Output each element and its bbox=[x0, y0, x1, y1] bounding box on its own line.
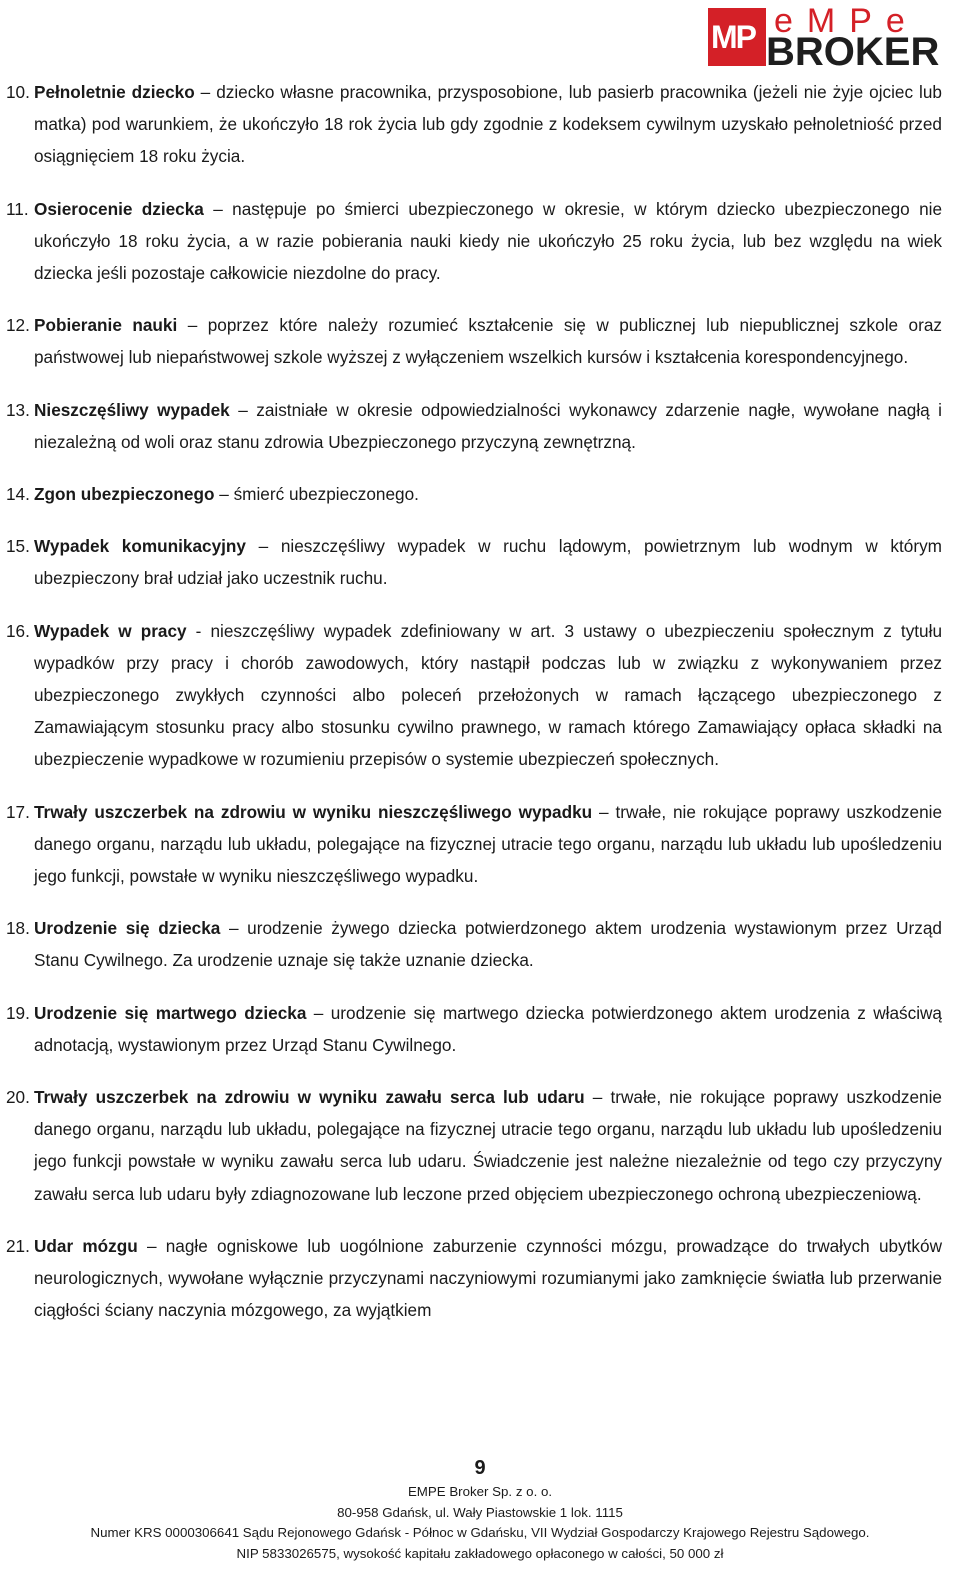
item-term: Pełnoletnie dziecko bbox=[34, 82, 195, 102]
definition-item bbox=[6, 76, 942, 173]
item-number: 13. bbox=[6, 399, 30, 420]
item-number: 21. bbox=[6, 1235, 30, 1256]
item-number: 17. bbox=[6, 801, 30, 822]
definition-item bbox=[6, 1081, 942, 1210]
item-text: – trwałe, nie rokujące poprawy uszkodzenie danego organu, narządu lub układu, polegające na fizycznej utracie tego organu, narządu lub układu lub upośledzeniu jego funkcji, powstałe w wyniku nieszczęśliwego wypadku. bbox=[34, 801, 943, 887]
item-text: – poprzez które należy rozumieć kształcenie się w publicznej lub niepublicznej szkole oraz państwowej lub niepaństwowej szkole wyższej z wyłączeniem wszelkich kursów i kształcenia korespondencyjnego. bbox=[34, 315, 942, 368]
page-footer bbox=[0, 1454, 960, 1564]
definition-item bbox=[6, 997, 942, 1061]
item-number: 12. bbox=[6, 315, 30, 336]
logo-mark-text: MP bbox=[711, 19, 755, 55]
item-term: Urodzenie się martwego dziecka bbox=[34, 1002, 307, 1023]
definition-item bbox=[6, 796, 942, 893]
item-number: 18. bbox=[6, 918, 30, 939]
item-text: – dziecko własne pracownika, przysposobione, lub pasierb pracownika (jeżeli nie żyje ojciec lub matka) pod warunkiem, że ukończyło 18 rok życia lub gdy zgodnie z kodeksem cywilnym uzyskało pełnoletniość przed osiągnięciem 18 roku życia. bbox=[34, 82, 942, 167]
definition-item bbox=[6, 530, 942, 594]
item-text: – zaistniałe w okresie odpowiedzialności wykonawcy zdarzenie nagłe, wywołane nagłą i niezależną od woli oraz stanu zdrowia Ubezpieczonego przyczyną zewnętrzną. bbox=[34, 399, 942, 452]
item-term: Trwały uszczerbek na zdrowiu w wyniku zawału serca lub udaru bbox=[34, 1087, 585, 1108]
item-text: – nieszczęśliwy wypadek w ruchu lądowym, powietrznym lub wodnym w którym ubezpieczony brał udział jako uczestnik ruchu. bbox=[34, 536, 942, 589]
item-term: Trwały uszczerbek na zdrowiu w wyniku nieszczęśliwego wypadku bbox=[34, 801, 593, 822]
definitions-list bbox=[6, 76, 942, 1347]
footer-nip: NIP 5833026575, wysokość kapitału zakładowego opłaconego w całości, 50 000 zł bbox=[236, 1545, 724, 1561]
footer-company: EMPE Broker Sp. z o. o. bbox=[407, 1484, 553, 1499]
item-number: 19. bbox=[6, 1002, 30, 1023]
definition-item bbox=[6, 478, 942, 510]
item-term: Wypadek komunikacyjny bbox=[34, 536, 246, 557]
item-text: – śmierć ubezpieczonego. bbox=[214, 484, 419, 505]
definition-item bbox=[6, 912, 942, 976]
definition-item bbox=[6, 1230, 942, 1327]
logo-top-text: eMPe bbox=[774, 2, 919, 40]
item-term: Pobieranie nauki bbox=[34, 315, 178, 336]
item-text: – urodzenie żywego dziecka potwierdzonego aktem urodzenia wystawionym przez Urząd Stanu Cywilnego. Za urodzenie uznaje się także uznanie dziecka. bbox=[34, 918, 942, 971]
item-term: Osierocenie dziecka bbox=[34, 198, 204, 219]
footer-address: 80-958 Gdańsk, ul. Wały Piastowskie 1 lok. 1115 bbox=[337, 1504, 623, 1520]
item-text: – nagłe ogniskowe lub uogólnione zaburzenie czynności mózgu, prowadzące do trwałych ubytków neurologicznych, wywołane wyłącznie przyczynami naczyniowymi rozumianymi jako zamknięcie światła lub przerwanie ciągłości ściany naczynia mózgowego, za wyjątkiem bbox=[34, 1235, 942, 1321]
definition-item bbox=[6, 615, 942, 776]
definition-item bbox=[6, 309, 942, 373]
item-text: – trwałe, nie rokujące poprawy uszkodzenie danego organu, narządu lub układu, polegające na fizycznej utracie tego organu, narządu lub układu lub upośledzeniu jego funkcji powstałe w wyniku zawału serca lub udaru. Świadczenie jest należne niezależnie od tego czy przyczyny zawału serca lub udaru były zdiagnozowane lub leczone przed objęciem ubezpieczonego ochroną ubezpieczeniową. bbox=[34, 1087, 942, 1204]
item-number: 20. bbox=[6, 1087, 30, 1108]
item-number: 16. bbox=[6, 620, 30, 641]
logo-bottom-text: BROKER bbox=[766, 30, 940, 74]
company-logo bbox=[708, 2, 954, 74]
item-text: - nieszczęśliwy wypadek zdefiniowany w art. 3 ustawy o ubezpieczeniu społecznym z tytułu wypadków przy pracy i chorób zawodowych, który nastąpił podczas lub w związku z wykonywaniem przez ubezpieczonego zwykłych czynności albo poleceń przełożonych w ramach łączącego ubezpieczonego z Zamawiającym stosunku pracy albo stosunku cywilno prawnego, w ramach którego Zamawiający opłaca składki na ubezpieczenie wypadkowe w rozumieniu przepisów o systemie ubezpieczeń społecznych. bbox=[34, 620, 942, 770]
item-text: – następuje po śmierci ubezpieczonego w okresie, w którym dziecko ubezpieczonego nie ukończyło 18 roku życia, a w razie pobierania nauki kiedy nie ukończyło 25 roku życia, lub bez względu na wiek dziecka jeśli pozostaje całkowicie niezdolne do pracy. bbox=[34, 198, 943, 284]
item-term: Zgon ubezpieczonego bbox=[34, 484, 215, 505]
item-term: Urodzenie się dziecka bbox=[34, 918, 221, 939]
item-number: 10. bbox=[6, 82, 30, 102]
item-term: Udar mózgu bbox=[34, 1235, 138, 1256]
definition-item bbox=[6, 394, 942, 458]
item-text: – urodzenie się martwego dziecka potwierdzonego aktem urodzenia z właściwą adnotacją, wystawionym przez Urząd Stanu Cywilnego. bbox=[34, 1002, 942, 1055]
item-number: 11. bbox=[6, 198, 29, 219]
definition-item bbox=[6, 193, 942, 290]
page-number: 9 bbox=[474, 1457, 486, 1479]
logo-mark bbox=[708, 8, 766, 66]
item-term: Wypadek w pracy bbox=[34, 620, 187, 641]
item-number: 14. bbox=[6, 484, 30, 505]
footer-krs: Numer KRS 0000306641 Sądu Rejonowego Gdańsk - Północ w Gdańsku, VII Wydział Gospodarczy Krajowego Rejestru Sądowego. bbox=[90, 1525, 870, 1540]
item-term: Nieszczęśliwy wypadek bbox=[34, 399, 230, 420]
item-number: 15. bbox=[6, 536, 30, 557]
